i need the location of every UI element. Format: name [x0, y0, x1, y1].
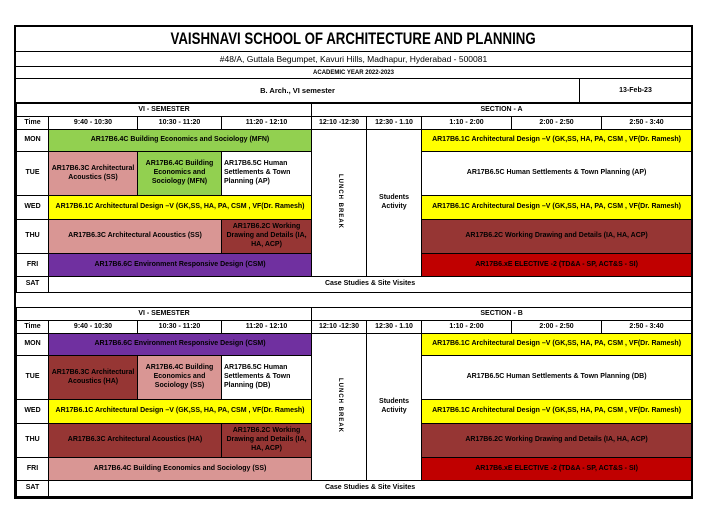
b-tue-morning-cell-3: AR17B6.5C Human Settlements & Town Planning (DB): [222, 356, 312, 400]
a-wed-morning-cell: AR17B6.1C Architectural Design –V (GK,SS, HA, PA, CSM , VF(Dr. Ramesh): [49, 196, 312, 220]
day-label-fri: FRI: [17, 254, 49, 277]
a-tue-afternoon-cell: AR17B6.5C Human Settlements & Town Planning (AP): [422, 152, 692, 196]
time-slot: 1:10 - 2:00: [422, 321, 512, 334]
section-header-a: SECTION - A: [312, 104, 692, 117]
time-slot: 9:40 - 10:30: [49, 117, 138, 130]
b-fri-morning-cell: AR17B6.4C Building Economics and Sociology (SS): [49, 458, 312, 481]
b-tue-morning-cell-2: AR17B6.4C Building Economics and Sociology (SS): [138, 356, 222, 400]
academic-year: ACADEMIC YEAR 2022-2023: [16, 67, 691, 79]
time-slot: 10:30 - 11:20: [138, 321, 222, 334]
timetable-section-a: [16, 103, 692, 293]
b-students-activity-cell: Students Activity: [367, 334, 422, 481]
b-wed-afternoon-cell: AR17B6.1C Architectural Design –V (GK,SS, HA, PA, CSM , VF(Dr. Ramesh): [422, 400, 692, 424]
day-label-thu: THU: [17, 424, 49, 458]
a-mon-afternoon-cell: AR17B6.1C Architectural Design –V (GK,SS, HA, PA, CSM , VF(Dr. Ramesh): [422, 130, 692, 152]
lunch-break-label: LUNCH BREAK: [336, 173, 343, 229]
a-thu-morning-cell-2: AR17B6.2C Working Drawing and Details (IA, HA, ACP): [222, 220, 312, 254]
a-wed-afternoon-cell: AR17B6.1C Architectural Design –V (GK,SS, HA, PA, CSM , VF(Dr. Ramesh): [422, 196, 692, 220]
school-name: VAISHNAVI SCHOOL OF ARCHITECTURE AND PLANNING: [170, 29, 537, 48]
time-slot: 11:20 - 12:10: [222, 117, 312, 130]
time-slot: 1:10 - 2:00: [422, 117, 512, 130]
day-label-sat: SAT: [17, 277, 49, 293]
day-label-tue: TUE: [17, 152, 49, 196]
time-header-a: Time: [17, 117, 49, 130]
day-label-wed: WED: [17, 400, 49, 424]
time-slot: 2:50 - 3:40: [602, 321, 692, 334]
timetable-section-b: [16, 307, 692, 497]
time-slot: 11:20 - 12:10: [222, 321, 312, 334]
time-slot: 9:40 - 10:30: [49, 321, 138, 334]
semester-header-b: VI - SEMESTER: [17, 308, 312, 321]
day-label-thu: THU: [17, 220, 49, 254]
a-tue-morning-cell-3: AR17B6.5C Human Settlements & Town Planning (AP): [222, 152, 312, 196]
timetable-sheet: [14, 25, 693, 499]
b-saturday-cell: Case Studies & Site Visites: [49, 481, 692, 497]
b-fri-afternoon-cell: AR17B6.xE ELECTIVE -2 (TD&A - SP, ACT&S - SI): [422, 458, 692, 481]
b-lunch-break-cell: [312, 334, 367, 481]
day-label-wed: WED: [17, 196, 49, 220]
b-mon-afternoon-cell: AR17B6.1C Architectural Design –V (GK,SS, HA, PA, CSM , VF(Dr. Ramesh): [422, 334, 692, 356]
date: 13-Feb-23: [619, 87, 652, 94]
b-wed-morning-cell: AR17B6.1C Architectural Design –V (GK,SS, HA, PA, CSM , VF(Dr. Ramesh): [49, 400, 312, 424]
a-students-activity-cell: Students Activity: [367, 130, 422, 277]
day-label-mon: MON: [17, 334, 49, 356]
time-slot: 12:10 -12:30: [312, 321, 367, 334]
a-fri-morning-cell: AR17B6.6C Environment Responsive Design (CSM): [49, 254, 312, 277]
time-slot: 2:00 - 2:50: [512, 117, 602, 130]
b-tue-afternoon-cell: AR17B6.5C Human Settlements & Town Planning (DB): [422, 356, 692, 400]
time-slot: 12:10 -12:30: [312, 117, 367, 130]
table-spacer: [16, 293, 691, 307]
a-tue-morning-cell-1: AR17B6.3C Architectural Acoustics (SS): [49, 152, 138, 196]
a-mon-morning-cell: AR17B6.4C Building Economics and Sociology (MFN): [49, 130, 312, 152]
day-label-fri: FRI: [17, 458, 49, 481]
title-row: [16, 27, 691, 52]
a-tue-morning-cell-2: AR17B6.4C Building Economics and Sociology (MFN): [138, 152, 222, 196]
b-thu-afternoon-cell: AR17B6.2C Working Drawing and Details (IA, HA, ACP): [422, 424, 692, 458]
a-thu-afternoon-cell: AR17B6.2C Working Drawing and Details (IA, HA, ACP): [422, 220, 692, 254]
day-label-mon: MON: [17, 130, 49, 152]
a-saturday-cell: Case Studies & Site Visites: [49, 277, 692, 293]
program-semester: B. Arch., VI semester: [16, 79, 580, 102]
b-thu-morning-cell-2: AR17B6.2C Working Drawing and Details (IA, HA, ACP): [222, 424, 312, 458]
time-slot: 12:30 - 1.10: [367, 321, 422, 334]
day-label-tue: TUE: [17, 356, 49, 400]
section-header-b: SECTION - B: [312, 308, 692, 321]
program-row: [16, 79, 691, 103]
a-fri-afternoon-cell: AR17B6.xE ELECTIVE -2 (TD&A - SP, ACT&S - SI): [422, 254, 692, 277]
a-lunch-break-cell: [312, 130, 367, 277]
b-thu-morning-cell-1: AR17B6.3C Architectural Acoustics (HA): [49, 424, 222, 458]
a-thu-morning-cell-1: AR17B6.3C Architectural Acoustics (SS): [49, 220, 222, 254]
day-label-sat: SAT: [17, 481, 49, 497]
lunch-break-label: LUNCH BREAK: [336, 377, 343, 433]
school-address: #48/A, Guttala Begumpet, Kavuri Hills, Madhapur, Hyderabad - 500081: [16, 52, 691, 67]
time-slot: 10:30 - 11:20: [138, 117, 222, 130]
time-slot: 2:00 - 2:50: [512, 321, 602, 334]
b-mon-morning-cell: AR17B6.6C Environment Responsive Design (CSM): [49, 334, 312, 356]
b-tue-morning-cell-1: AR17B6.3C Architectural Acoustics (HA): [49, 356, 138, 400]
semester-header-a: VI - SEMESTER: [17, 104, 312, 117]
time-header-b: Time: [17, 321, 49, 334]
time-slot: 12:30 - 1.10: [367, 117, 422, 130]
time-slot: 2:50 - 3:40: [602, 117, 692, 130]
